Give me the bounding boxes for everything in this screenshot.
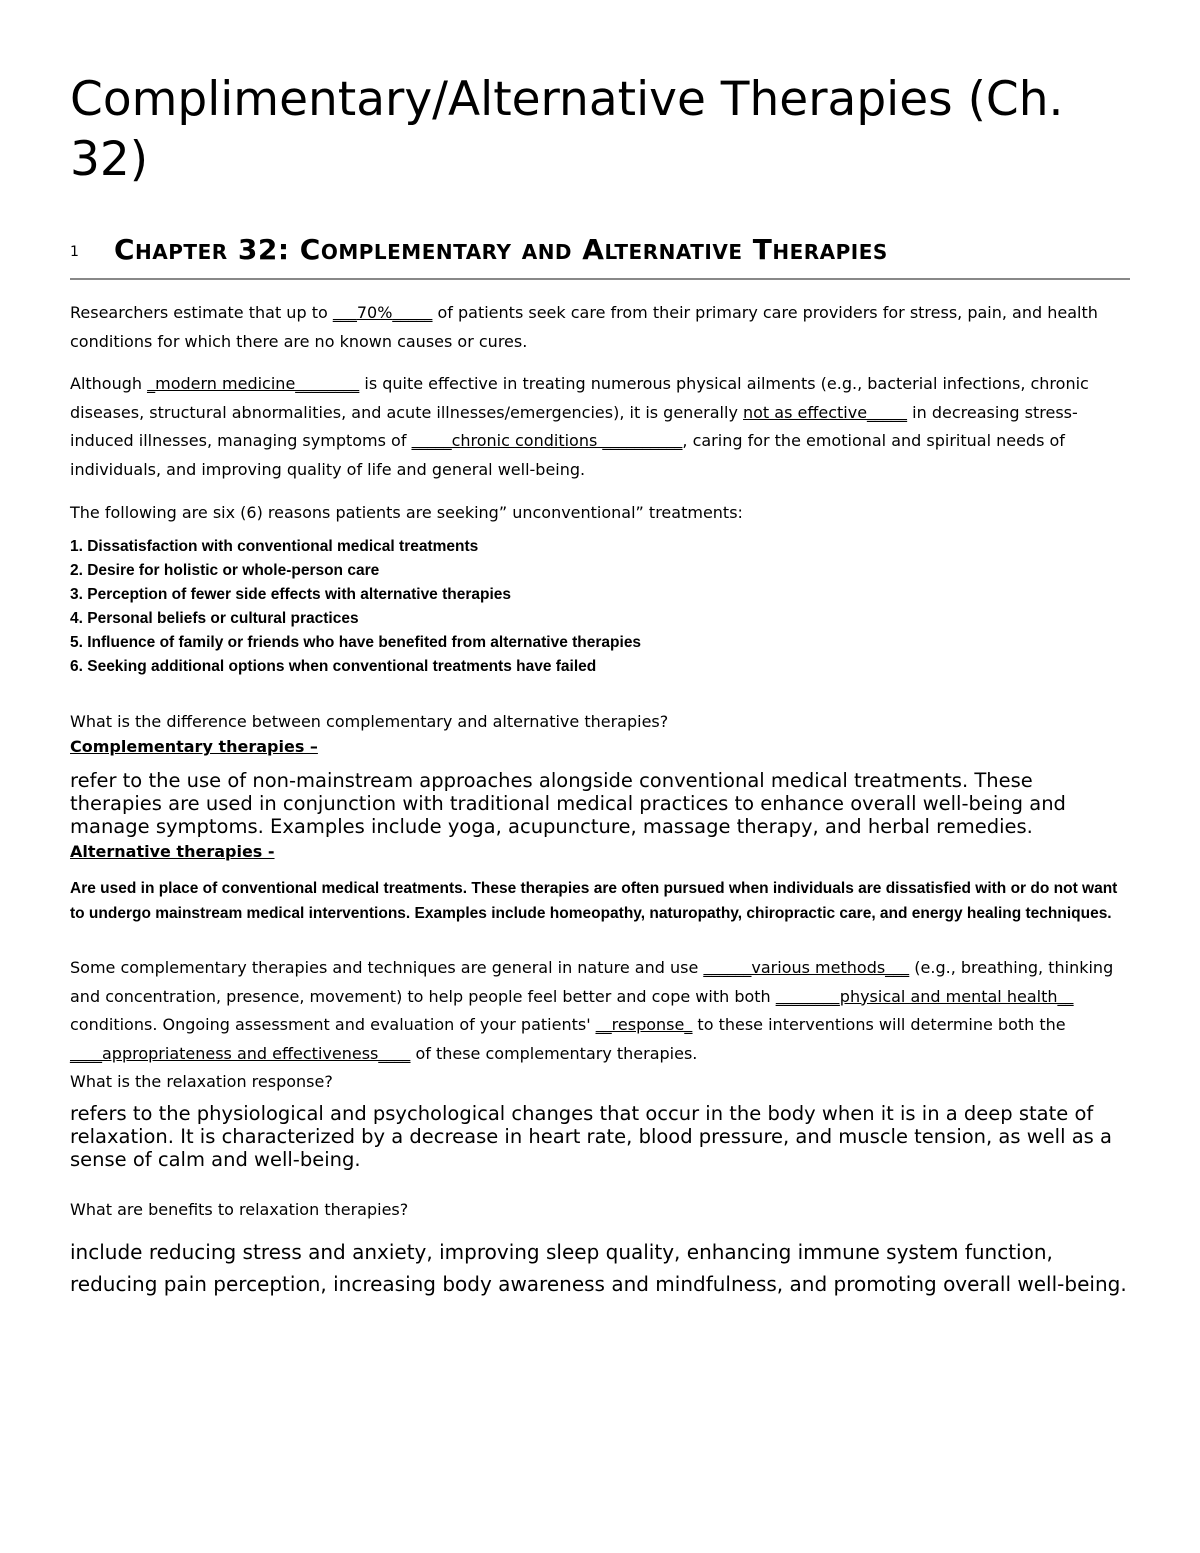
list-item: 5. Influence of family or friends who have benefited from alternative therapies (70, 634, 642, 651)
alternative-heading: Alternative therapies - (70, 842, 275, 861)
benefits-question: What are benefits to relaxation therapies? (70, 1200, 409, 1219)
reasons-intro: The following are six (6) reasons patients are seeking” unconventional” treatments: (70, 503, 743, 522)
list-item: 2. Desire for holistic or whole-person care (70, 562, 380, 579)
answer-various-methods: ______various methods___ (703, 958, 910, 977)
complementary-body: refer to the use of non-mainstream approaches alongside conventional medical treatments. These therapies are used in conjunction with traditional medical practices to enhance overall well-being and manage symptoms. Examples include yoga, acupuncture, massage therapy, and herbal remedies. (70, 769, 1066, 838)
list-item: 3. Perception of fewer side effects with alternative therapies (70, 586, 512, 603)
relaxation-answer: refers to the physiological and psychological changes that occur in the body when it is in a deep state of relaxation. It is characterized by a decrease in heart rate, blood pressure, and muscle tension, as well as a sense of calm and well-being. (70, 1102, 1112, 1171)
alternative-body: Are used in place of conventional medical treatments. These therapies are often pursued when individuals are dissatisfied with or do not want to undergo mainstream medical interventions. Examples include homeopathy, naturopathy, chiropractic care, and energy healing techniques. (70, 880, 1118, 922)
list-item: 6. Seeking additional options when conventional treatments have failed (70, 658, 597, 675)
text-run: , caring for the emotional and spiritual needs of individuals, and improving quality of life and general well-being. (70, 431, 1065, 479)
text-run: conditions. Ongoing assessment and evaluation of your patients' (70, 1015, 596, 1034)
benefits-answer: include reducing stress and anxiety, improving sleep quality, enhancing immune system function, reducing pain perception, increasing body awareness and mindfulness, and promoting overall well-being. (70, 1240, 1127, 1296)
answer-modern-medicine: _modern medicine________ (147, 374, 360, 393)
text-run: of patients seek care from their primary care providers for stress, pain, and health conditions for which there are no known causes or cures. (70, 303, 1098, 351)
text-run: of these complementary therapies. (410, 1043, 698, 1063)
text-run: (e.g., breathing, thinking and concentration, presence, movement) to help people feel better and cope with both (70, 958, 1114, 1006)
text-run: to these interventions will determine both the (692, 1015, 1066, 1034)
heading-rule (70, 278, 1130, 280)
document-title: Complimentary/Alternative Therapies (Ch. 32) (70, 72, 1064, 187)
paragraph-although (70, 370, 1130, 484)
answer-blank-70: ___70%_____ (332, 303, 433, 322)
answer-not-as-effective: not as effective_____ (743, 402, 908, 422)
text-run: in decreasing stress-induced illnesses, managing symptoms of (70, 402, 1078, 450)
paragraph-researchers (70, 298, 1130, 356)
list-item: 1. Dissatisfaction with conventional medical treatments (70, 538, 479, 555)
text-run: is quite effective in treating numerous physical ailments (e.g., bacterial infections, chronic diseases, structural abnormalities, and acute illnesses/emergencies), it is generally (70, 374, 1089, 422)
complementary-heading: Complementary therapies – (70, 737, 318, 756)
difference-question: What is the difference between complementary and alternative therapies? (70, 712, 669, 731)
paragraph-techniques (70, 954, 1130, 1068)
text-run: Although (70, 374, 148, 393)
relaxation-question: What is the relaxation response? (70, 1072, 333, 1091)
answer-chronic-conditions: _____chronic conditions __________ (411, 431, 683, 450)
chapter-number: 1 (70, 244, 79, 260)
answer-appropriateness: ____appropriateness and effectiveness____ (70, 1043, 411, 1063)
chapter-heading (70, 228, 1130, 272)
reasons-list (70, 535, 1130, 679)
answer-response: __response_ (595, 1015, 693, 1034)
document-page (70, 70, 1130, 1300)
text-run: Some complementary therapies and techniques are general in nature and use (70, 958, 704, 977)
text-run: Researchers estimate that up to (70, 303, 333, 322)
answer-physical-mental-health: ________physical and mental health__ (775, 986, 1074, 1006)
list-item: 4. Personal beliefs or cultural practices (70, 610, 359, 627)
chapter-title: Chapter 32: Complementary and Alternative Therapies (114, 233, 888, 266)
